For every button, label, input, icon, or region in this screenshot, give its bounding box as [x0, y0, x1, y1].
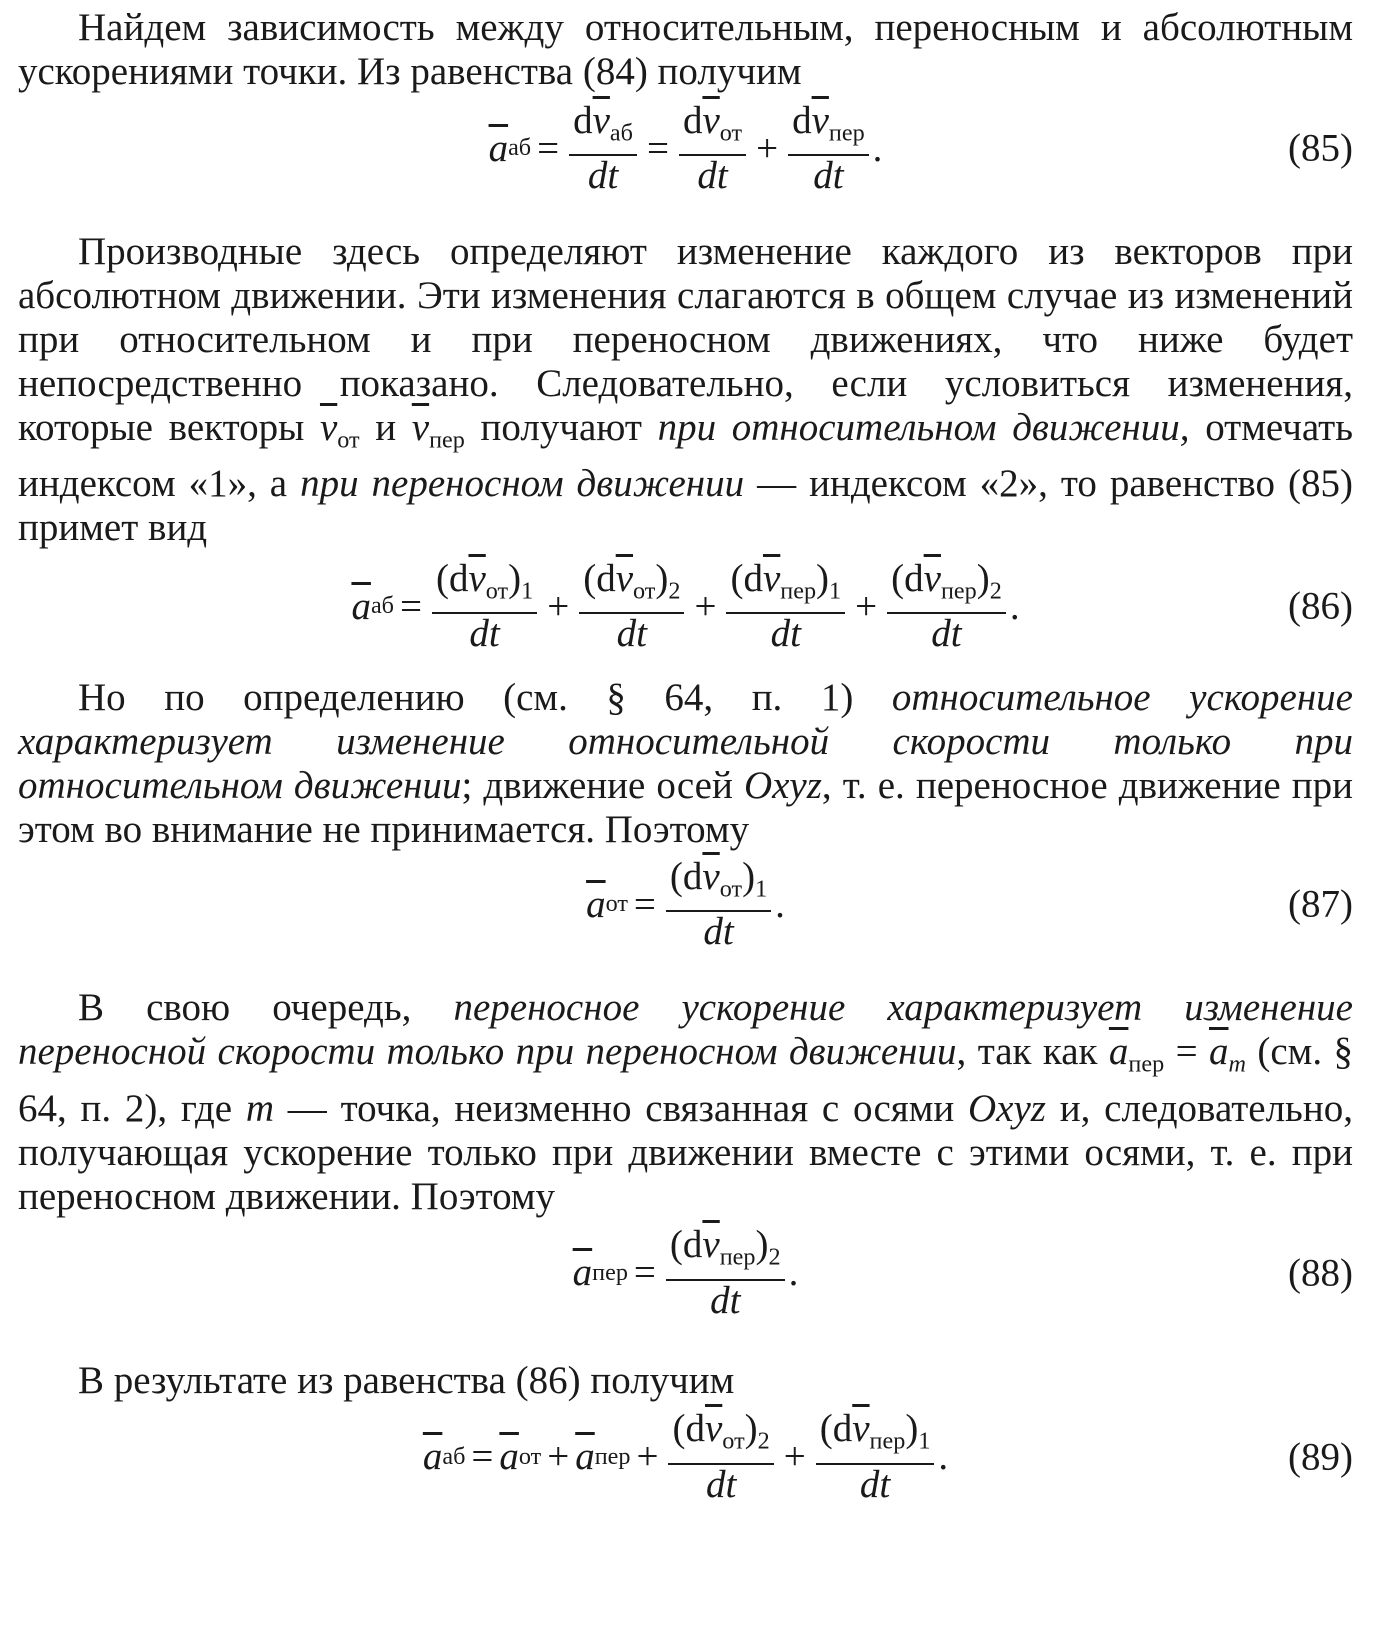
paragraph-1: Найдем зависимость между относительным, переносным и абсолютным ускорениями точки. Из равенства (84) получим	[18, 6, 1353, 93]
equation-number-89: (89)	[1288, 1435, 1353, 1478]
eq85-fraction-1: $\frac{d\overline{v}_{аб}}{dt}$	[569, 101, 637, 195]
eq89-fraction-2: $\frac{(d\overline{v}_{пер})_1}{dt}$	[816, 1409, 935, 1503]
eq86-fraction-3: $\frac{(d\overline{v}_{пер})_1}{dt}$	[726, 559, 845, 653]
document-page	[18, 6, 1353, 1511]
eq88-fraction: $\frac{(d\overline{v}_{пер})_2}{dt}$	[666, 1225, 785, 1319]
equation-89: $\overline{a}$ аб = $\overline{a}$ от + $\overline{a}$ пер + $\frac{(d\overline{v}_{от})_2}{dt}$ + $\frac{(d\overline{v}_{пер})_1}{dt}$ . (89)	[422, 1407, 1353, 1506]
paragraph-5: В результате из равенства (86) получим	[78, 1358, 735, 1402]
equation-number-85: (85)	[1288, 126, 1353, 170]
eq85-fraction-2: $\frac{d\overline{v}_{от}}{dt}$	[679, 101, 746, 195]
paragraph-4: В свою очередь, переносное ускорение характеризует изменение переносной скорости только при переносном движении, так как $\overline{a}_{пер} = \overline{a}_m$ (см. § 64, п. 2), где m — точка, неизменно связанная с осями Oxyz и, следовательно, получающая ускорение только при движении вместе с этими осями, т. е. при переносном движении. Поэтому	[18, 986, 1353, 1218]
equation-86: $\overline{a}$ аб = $\frac{(d\overline{v}_{от})_1}{dt}$ + $\frac{(d\overline{v}_{от})_2}{dt}$ + $\frac{(d\overline{v}_{пер})_1}{dt}$ + $\frac{(d\overline{v}_{пер})_2}{dt}$ . (86)	[351, 557, 1353, 656]
eq86-fraction-2: $\frac{(d\overline{v}_{от})_2}{dt}$	[579, 559, 684, 653]
equation-88: $\overline{a}$ пер = $\frac{(d\overline{v}_{пер})_2}{dt}$ . (88)	[572, 1223, 1353, 1322]
equation-number-87: (87)	[1288, 882, 1353, 926]
eq85-lhs: $\overline{a}$	[488, 126, 509, 170]
paragraph-3: Но по определению (см. § 64, п. 1) относительное ускорение характеризует изменение относительной скорости только при относительном движении; движение осей Oxyz, т. е. переносное движение при этом во внимание не принимается. Поэтому	[18, 676, 1353, 852]
paragraph-2: Производные здесь определяют изменение каждого из векторов при абсолютном движении. Эти изменения слагаются в общем случае из изменений при относительном и при переносном движениях, что ниже будет непосредственно показано. Следовательно, если условиться изменения, которые векторы $\overline{v}_{от}$ и $\overline{v}_{пер}$ получают при относительном движении, отмечать индексом «1», а при переносном движении — индексом «2», то равенство (85) примет вид	[18, 230, 1353, 550]
equation-85: $\overline{a}$ аб = $\frac{d\overline{v}_{аб}}{dt}$ = $\frac{d\overline{v}_{от}}{dt}$ + $\frac{d\overline{v}_{пер}}{dt}$ . (85)	[488, 98, 1353, 198]
eq86-fraction-1: $\frac{(d\overline{v}_{от})_1}{dt}$	[432, 559, 537, 653]
equation-number-86: (86)	[1288, 584, 1353, 628]
eq85-fraction-3: $\frac{d\overline{v}_{пер}}{dt}$	[788, 101, 869, 195]
equation-number-88: (88)	[1288, 1251, 1353, 1294]
equation-87: $\overline{a}$ от = $\frac{(d\overline{v}_{от})_1}{dt}$ . (87)	[586, 855, 1353, 954]
eq87-fraction: $\frac{(d\overline{v}_{от})_1}{dt}$	[666, 857, 771, 951]
eq89-fraction-1: $\frac{(d\overline{v}_{от})_2}{dt}$	[668, 1409, 773, 1503]
eq86-fraction-4: $\frac{(d\overline{v}_{пер})_2}{dt}$	[887, 559, 1006, 653]
